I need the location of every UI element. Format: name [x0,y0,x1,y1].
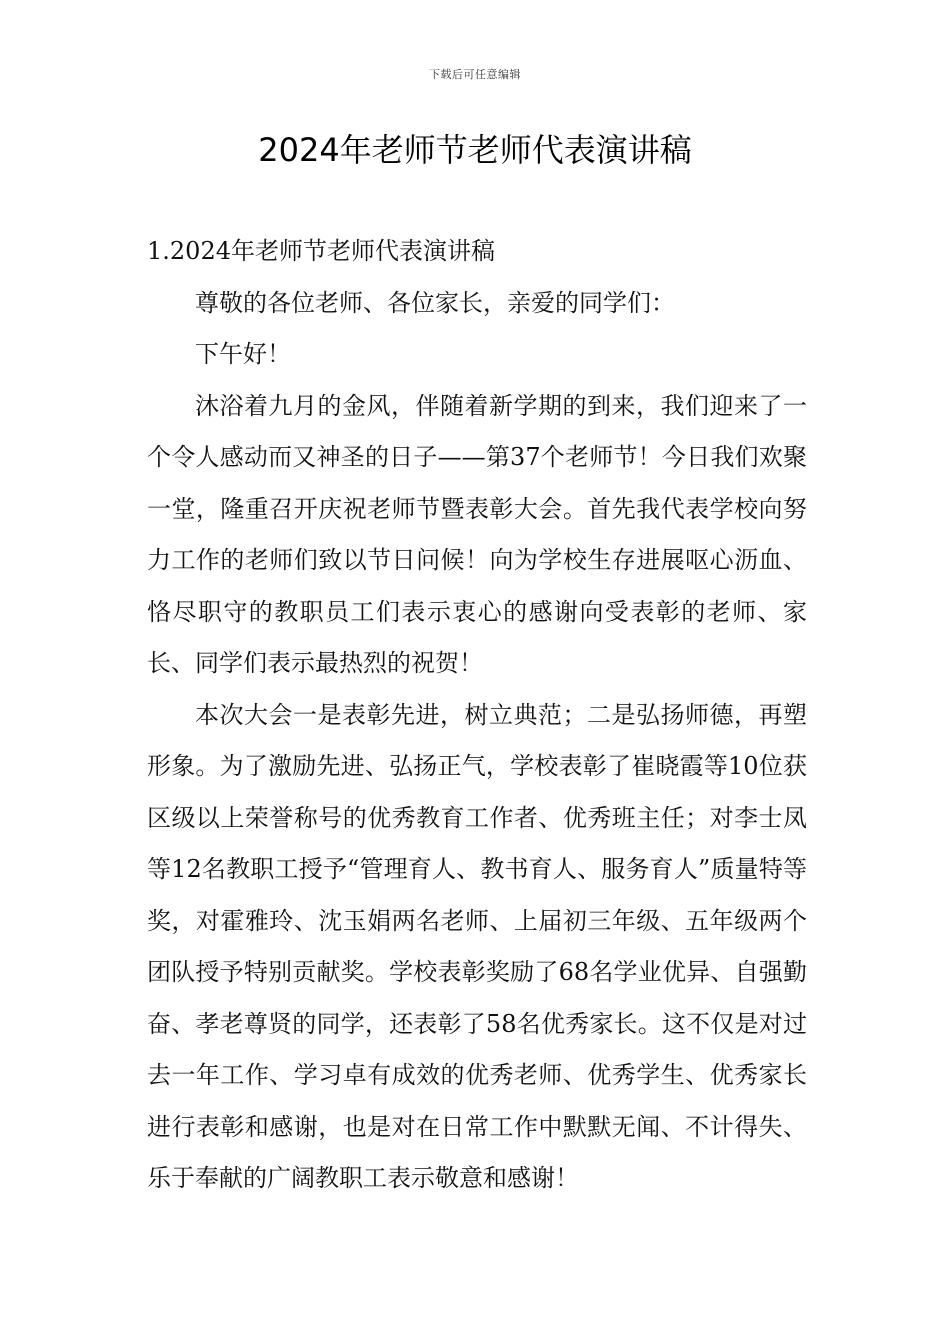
salutation-paragraph: 尊敬的各位老师、各位家长，亲爱的同学们： [195,288,675,317]
document-title: 2024年老师节老师代表演讲稿 [258,131,692,169]
greeting-paragraph: 下午好！ [195,340,291,368]
section-heading: 1.2024年老师节老师代表演讲稿 [147,237,495,265]
body-paragraph-2: 本次大会一是表彰先进，树立典范；二是弘扬师德，再塑形象。为了激励先进、弘扬正气，学校表彰了崔晓霞等10位获区级以上荣誉称号的优秀教育工作者、优秀班主任；对李士凤等12名教职工授予“管理育人、教书育人、服务育人”质量特等奖，对霍雅玲、沈玉娟两名老师、上届初三年级、五年级两个团队授予特别贡献奖。学校表彰奖励了68名学业优异、自强勤奋、孝老尊贤的同学，还表彰了58名优秀家长。这不仅是对过去一年工作、学习卓有成效的优秀老师、优秀学生、优秀家长进行表彰和感谢，也是对在日常工作中默默无闻、不计得失、乐于奉献的广阔教职工表示敬意和感谢！ [147,700,807,1192]
document-body [147,226,807,1205]
header-note: 下载后可任意编辑 [429,68,521,81]
body-paragraph-1: 沐浴着九月的金风，伴随着新学期的到来，我们迎来了一个令人感动而又神圣的日子——第37个老师节！今日我们欢聚一堂，隆重召开庆祝老师节暨表彰大会。首先我代表学校向努力工作的老师们致以节日问候！向为学校生存进展呕心沥血、恪尽职守的教职员工们表示衷心的感谢向受表彰的老师、家长、同学们表示最热烈的祝贺！ [147,391,807,677]
